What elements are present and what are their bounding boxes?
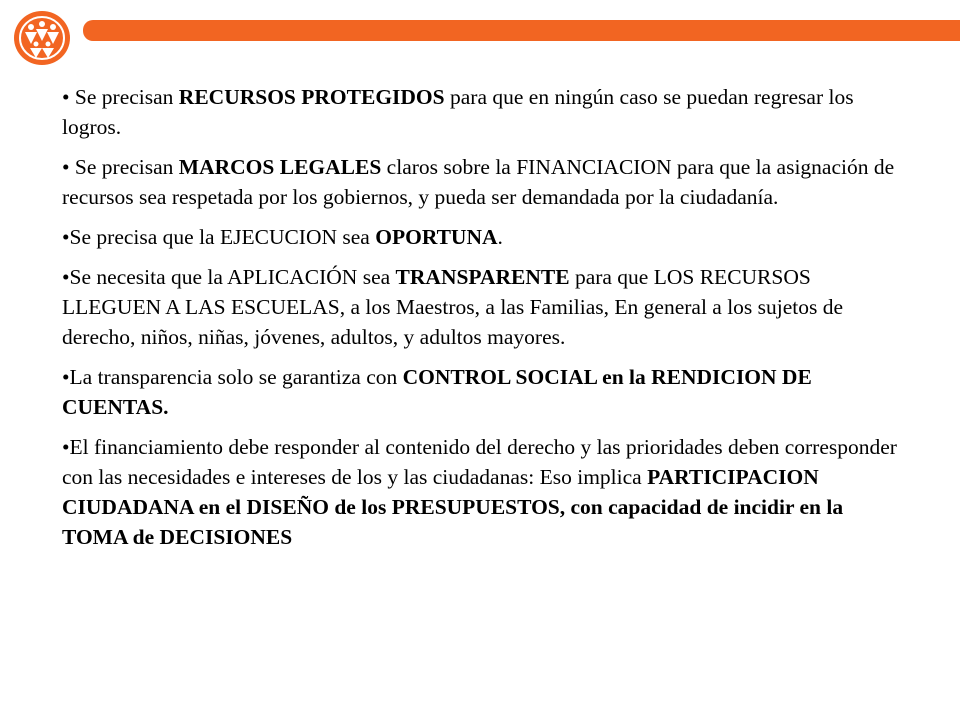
bullet-text: Se precisan <box>74 85 179 109</box>
bullet-emphasis: TRANSPARENTE <box>395 265 570 289</box>
bullet-item <box>62 152 902 212</box>
bullet-emphasis: CONTROL SOCIAL en la RENDICION DE CUENTAS. <box>62 365 812 419</box>
bullet-text: claros sobre la FINANCIACION para que la asignación de recursos sea respetada por los gobiernos, y pueda ser demandada por la ciudadanía. <box>62 155 895 209</box>
bullet-marker: • <box>62 365 70 389</box>
bullet-item <box>62 362 902 422</box>
bullet-emphasis: RECURSOS PROTEGIDOS <box>178 85 445 109</box>
bullet-emphasis: MARCOS LEGALES <box>178 155 382 179</box>
bullet-text: La transparencia solo se garantiza con <box>69 365 403 389</box>
bullet-marker: • <box>62 435 70 459</box>
bullet-text: Se precisan <box>74 155 179 179</box>
bullet-marker: • <box>62 225 70 249</box>
bullet-marker: • <box>62 155 75 179</box>
bullet-emphasis: OPORTUNA <box>375 225 498 249</box>
bullet-list <box>62 82 902 562</box>
header-accent-bar <box>83 20 960 41</box>
bullet-marker: • <box>62 265 70 289</box>
bullet-item <box>62 82 902 142</box>
bullet-marker: • <box>62 85 75 109</box>
bullet-text: para que en ningún caso se puedan regresar los logros. <box>62 85 854 139</box>
bullet-item <box>62 262 902 352</box>
bullet-item <box>62 432 902 552</box>
bullet-text: . <box>497 225 503 249</box>
bullet-text: El financiamiento debe responder al contenido del derecho y las prioridades deben corresponder con las necesidades e intereses de los y las ciudadanas: Eso implica <box>62 435 897 489</box>
bullet-text: Se precisa que la EJECUCION sea <box>69 225 376 249</box>
bullet-item <box>62 222 902 252</box>
people-circle-logo-icon <box>13 10 71 66</box>
bullet-emphasis: PARTICIPACION CIUDADANA en el DISEÑO de los PRESUPUESTOS, con capacidad de incidir en la TOMA de DECISIONES <box>62 465 844 549</box>
bullet-text: para que LOS RECURSOS LLEGUEN A LAS ESCUELAS, a los Maestros, a las Familias, En general a los sujetos de derecho, niños, niñas, jóvenes, adultos, y adultos mayores. <box>62 265 844 349</box>
bullet-text: Se necesita que la APLICACIÓN sea <box>69 265 396 289</box>
